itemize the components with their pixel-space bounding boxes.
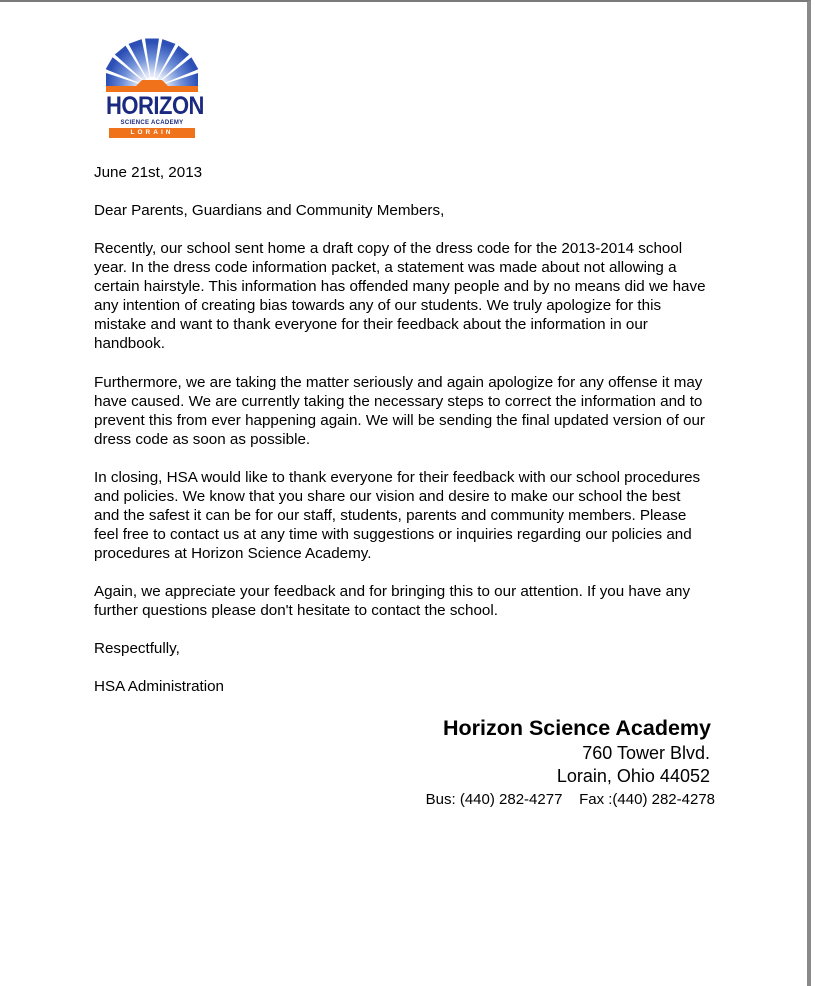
school-logo	[106, 34, 204, 138]
logo-subtitle: SCIENCE ACADEMY	[120, 120, 184, 126]
sunburst-logo-icon	[106, 34, 198, 92]
logo-art	[106, 34, 198, 92]
logo-name: HORIZON	[106, 90, 204, 120]
letter-closing: Respectfully,	[94, 640, 180, 657]
footer-street: 760 Tower Blvd.	[582, 743, 710, 763]
letter-salutation: Dear Parents, Guardians and Community Members,	[94, 202, 445, 219]
letter-paragraph: Again, we appreciate your feedback and for bringing this to our attention. If you have any further questions please don't hesitate to contact the school.	[94, 583, 691, 619]
logo-campus: LORAIN	[130, 129, 174, 136]
footer-city: Lorain, Ohio 44052	[556, 766, 710, 786]
letter-paragraph: Recently, our school sent home a draft copy of the dress code for the 2013-2014 school year. In the dress code information packet, a statement was made about not allowing a certain hairstyle. This information has offended many people and by no means did we have any intention of creating bias towards any of our students. We truly apologize for this mistake and want to thank everyone for their feedback about the information in our handbook.	[94, 240, 706, 352]
footer-phones: Bus: (440) 282-4277 Fax :(440) 282-4278	[425, 791, 715, 808]
letter-paragraph: Furthermore, we are taking the matter seriously and again apologize for any offense it may have caused. We are currently taking the necessary steps to correct the information and to prevent this from ever happening again. We will be sending the final updated version of our dress code as soon as possible.	[94, 374, 705, 448]
footer-organization: Horizon Science Academy	[442, 716, 711, 740]
letterhead-footer	[426, 714, 715, 809]
letter-signature: HSA Administration	[94, 678, 224, 695]
letter-date: June 21st, 2013	[94, 164, 203, 181]
logo-campus-band	[109, 128, 195, 138]
letter-paragraph: In closing, HSA would like to thank everyone for their feedback with our school procedures and policies. We know that you share our vision and desire to make our school the best and the safest it can be for our staff, students, parents and community members. Please feel free to contact us at any time with suggestions or inquiries regarding our policies and procedures at Horizon Science Academy.	[94, 469, 701, 562]
